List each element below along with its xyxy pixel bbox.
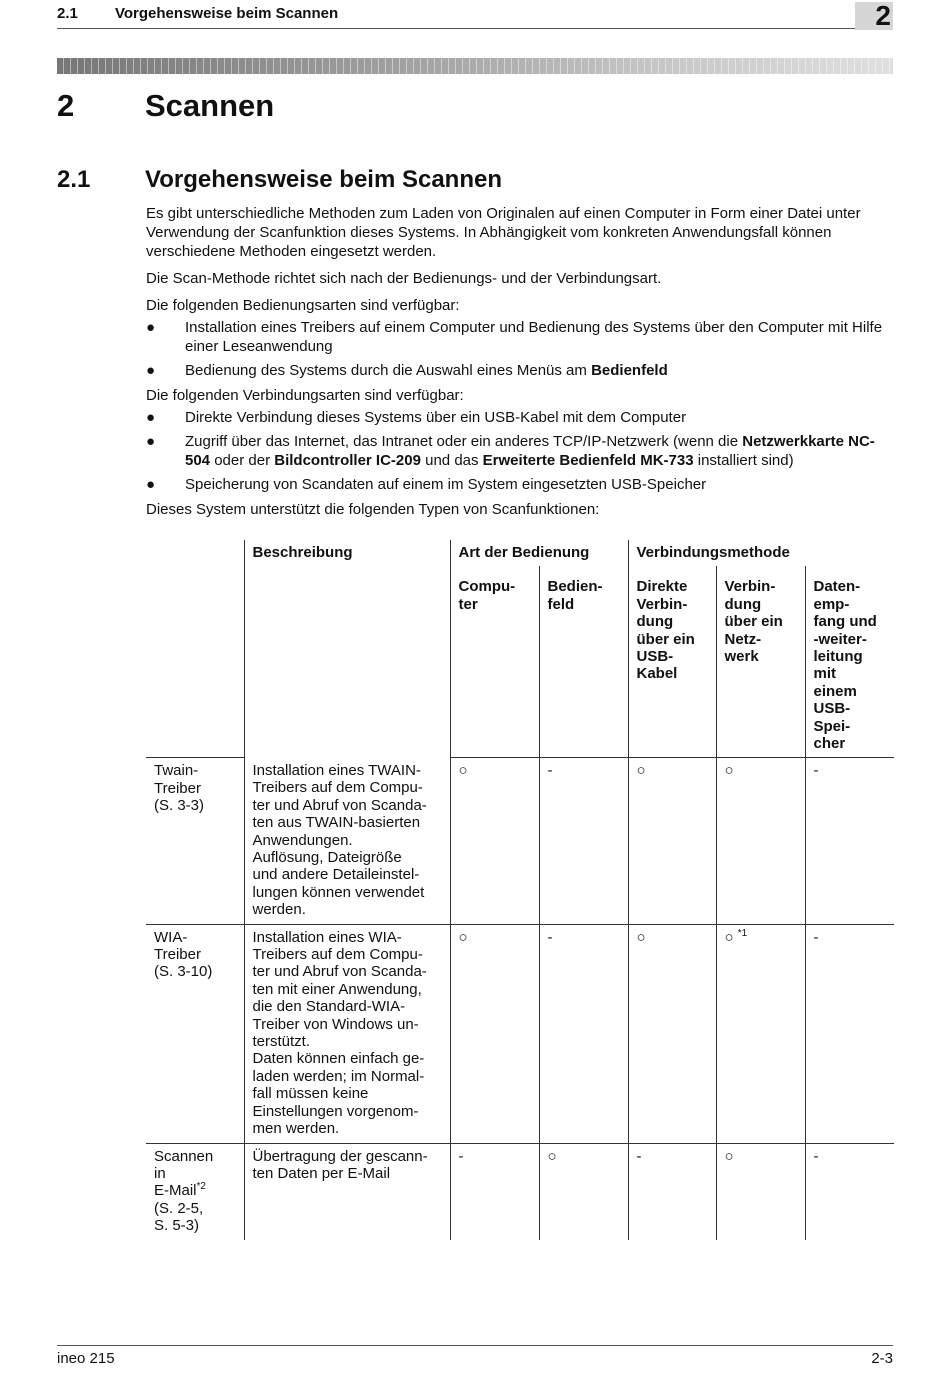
cell-panel: - (539, 924, 628, 1143)
cell-computer: ○ (450, 924, 539, 1143)
table-row (146, 758, 894, 924)
subheader-computer: Compu- ter (450, 566, 539, 758)
chapter-title: Scannen (145, 88, 275, 123)
section-number: 2.1 (57, 166, 91, 193)
chapter-tab (855, 2, 893, 30)
cell-memory: - (805, 758, 894, 924)
cell-network: ○ (716, 758, 805, 924)
cell-computer: ○ (450, 758, 539, 924)
paragraph: Die folgenden Bedienungsarten sind verfügbar: (146, 297, 460, 314)
subheader-panel: Bedien- feld (539, 566, 628, 758)
section-heading (57, 166, 502, 194)
subheader-memory: Daten- emp- fang und -weiter- leitung mit einem USB- Spei- cher (805, 566, 894, 758)
operation-list (146, 318, 894, 380)
chapter-heading (57, 88, 274, 124)
subheader-usb: Direkte Verbin- dung über ein USB- Kabel (628, 566, 716, 758)
footnote-ref: *1 (737, 927, 748, 939)
body-text (146, 204, 894, 527)
footnote-ref: *2 (196, 1181, 206, 1193)
paragraph: Es gibt unterschiedliche Methoden zum Laden von Originalen auf einen Computer in Form einer Datei unter Verwendung der Scanfunktion dieses Systems. In Abhängigkeit vom konkreten Anwendungsfall können verschiedene Methoden eingesetzt werden. (146, 205, 861, 260)
list-item: ● Direkte Verbindung dieses Systems über ein USB-Kabel mit dem Computer (146, 409, 687, 426)
cell-network: ○ (716, 1143, 805, 1240)
cell-computer: - (450, 1143, 539, 1240)
chapter-tab-number: 2 (875, 0, 891, 31)
header-connection: Verbindungsmethode (628, 540, 894, 566)
bullet-icon: ● (146, 409, 156, 426)
scan-function-table (146, 540, 894, 1240)
cell-memory: - (805, 924, 894, 1143)
footer-product: ineo 215 (57, 1350, 115, 1367)
paragraph: Die folgenden Verbindungsarten sind verfügbar: (146, 387, 464, 404)
paragraph: Die Scan-Methode richtet sich nach der Bedienungs- und der Verbindungsart. (146, 270, 662, 287)
header-section-number: 2.1 (57, 5, 78, 22)
bullet-icon: ● (146, 433, 156, 450)
list-item: ● Installation eines Treibers auf einem Computer und Bedienung des Systems über den Computer mit Hilfe einer Leseanwendung (146, 319, 883, 355)
cell-usb: ○ (628, 924, 716, 1143)
section-title: Vorgehensweise beim Scannen (145, 166, 503, 193)
cell-panel: ○ (539, 1143, 628, 1240)
paragraph: Dieses System unterstützt die folgenden Typen von Scanfunktionen: (146, 501, 600, 518)
list-item: ● Speicherung von Scandaten auf einem im System eingesetzten USB-Speicher (146, 476, 707, 493)
cell-usb: ○ (628, 758, 716, 924)
row-description: Installation eines WIA- Treibers auf dem Compu- ter und Abruf von Scanda- ten mit einer Anwendung, die den Standard-WIA- Treiber von Windows un- terstützt. Daten können einfach ge- laden werden; im Normal- fall müssen keine Einstellungen vorgenom- men werden. (244, 924, 450, 1143)
row-name: Scannen in E-Mail$^{*2}$ (S. 2-5, S. 5-3) (154, 1147, 214, 1235)
bullet-icon: ● (146, 362, 156, 379)
bullet-icon: ● (146, 319, 156, 336)
footer-rule (57, 1345, 893, 1346)
row-name: WIA- Treiber (S. 3-10) (146, 924, 244, 1143)
connection-list (146, 408, 894, 494)
cell-network: ○ $^{*1}$ (716, 924, 805, 1143)
header-rule (57, 28, 855, 29)
header-section-title: Vorgehensweise beim Scannen (115, 5, 339, 22)
header-description: Beschreibung (244, 540, 450, 758)
row-description: Übertragung der gescann- ten Daten per E-Mail (244, 1143, 450, 1240)
decorative-bar (57, 58, 893, 74)
bullet-icon: ● (146, 476, 156, 493)
cell-usb: - (628, 1143, 716, 1240)
row-name: Twain- Treiber (S. 3-3) (146, 758, 244, 924)
subheader-network: Verbin- dung über ein Netz- werk (716, 566, 805, 758)
footer-page-number: 2-3 (871, 1350, 893, 1367)
table-row (146, 1143, 894, 1240)
cell-panel: - (539, 758, 628, 924)
list-item: ● Bedienung des Systems durch die Auswahl eines Menüs am Bedienfeld (146, 362, 668, 379)
row-description: Installation eines TWAIN- Treibers auf dem Compu- ter und Abruf von Scanda- ten aus TWAIN-basierten Anwendungen. Auflösung, Dateigröße und andere Detaileinstel- lungen können verwendet werden. (244, 758, 450, 924)
cell-memory: - (805, 1143, 894, 1240)
table-header-row (146, 540, 894, 566)
chapter-number: 2 (57, 88, 75, 123)
header-operation: Art der Bedienung (450, 540, 628, 566)
table-row (146, 924, 894, 1143)
list-item: ● Zugriff über das Internet, das Intranet oder ein anderes TCP/IP-Netzwerk (wenn die Netzwerkkarte NC-504 oder der Bildcontroller IC-209 und das Erweiterte Bedienfeld MK-733 installiert sind) (146, 433, 875, 469)
running-header (57, 5, 338, 22)
